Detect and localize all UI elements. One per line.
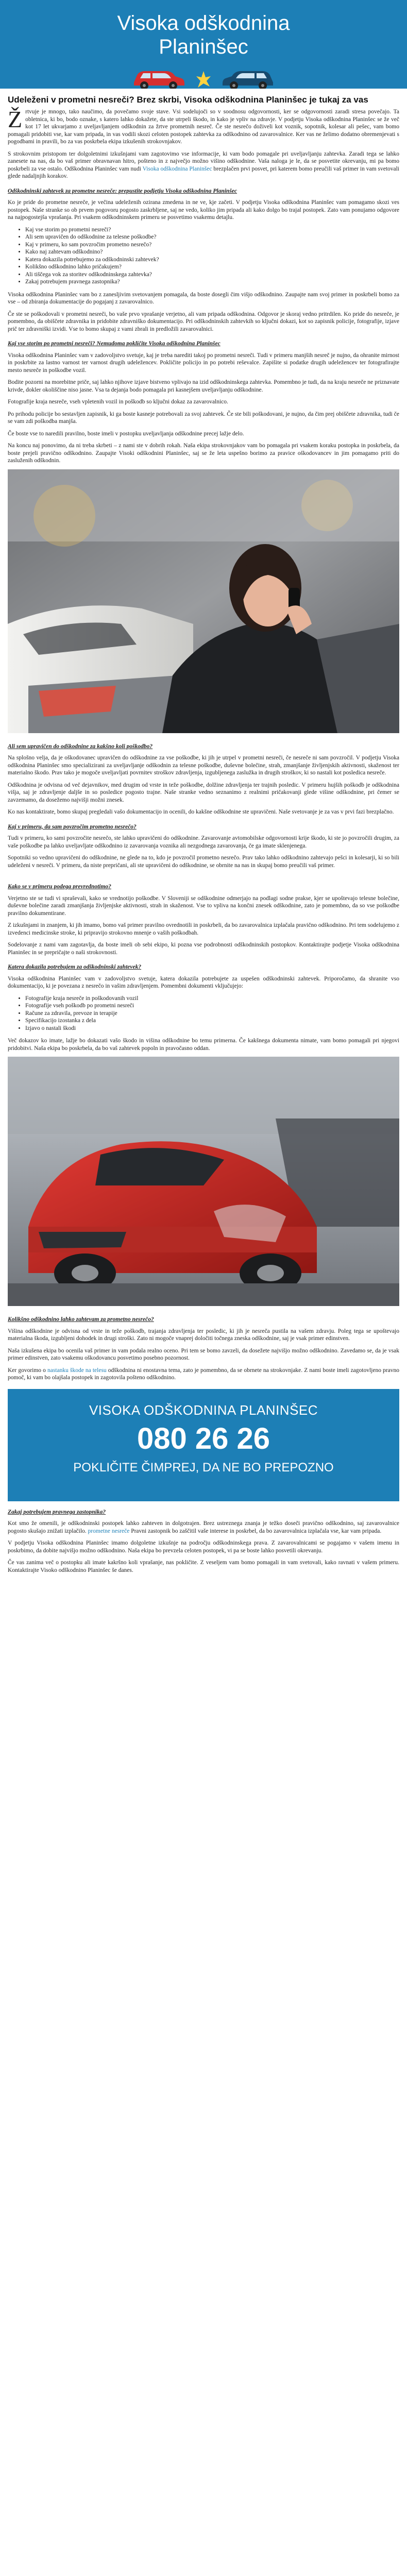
crash-illustration <box>0 62 407 89</box>
list-item: • Račune za zdravila, prevoze in terapije <box>25 1010 399 1018</box>
section-8-paragraph-2: V podjetju Visoka odškodnina Planinšec imamo dolgoletne izkušnje na področju odškodninskega prava. Z zavarovalnicami se pogajamo v vašem imenu in poskrbimo, da dobite najvišjo možno odškodnino. Naša ekipa bo prevzela celoten postopek, vi pa se boste lahko posvetili okrevanju. <box>8 1540 399 1554</box>
article <box>0 95 407 1574</box>
section-6-paragraph-2: Več dokazov ko imate, lažje bo dokazati vašo škodo in višina odškodnine bo temu primerna. Če kakšnega dokumenta nimate, vam bomo pomagali pri njegovi pridobitvi. Naša ekipa bo poskrbela, da bo vaš zahtevek popoln in pravočasno oddan. <box>8 1038 399 1052</box>
hero-title-line2: Planinšec <box>159 36 248 58</box>
s7-inline-link[interactable]: nastanku škode na telesu <box>47 1367 107 1374</box>
section-2-paragraph-1: Visoka odškodnina Planinšec vam v zadovoljstvo svetuje, kaj je treba narediti takoj po prometni nesreči. Tudi v primeru manjših nesreč je nujno, da ohranite mirnost in poskrbite za lastno varnost ter varnost drugih udeležencev. Pokličite policijo in po potrebi reševalce. Zapišite si podatke drugih udeležencev ter fotografirajte mesto nesreče in poškodbe vozil. <box>8 352 399 374</box>
section-3-paragraph-3: Ko nas kontaktirate, bomo skupaj pregledali vašo dokumentacijo in ocenili, do kakšne odškodnine ste upravičeni. Naše svetovanje je za vas v prvi fazi brezplačno. <box>8 809 394 815</box>
banner-call-to-action: POKLIČITE ČIMPREJ, DA NE BO PREPOZNO <box>73 1460 334 1475</box>
crashed-car-photo <box>8 1057 399 1306</box>
crash-star-icon <box>196 70 211 89</box>
section-2-paragraph-3: Fotografije kraja nesreče, vseh vpletenih vozil in poškodb so ključni dokaz za zavarovalnico. <box>8 399 228 405</box>
section-heading-6: Katera dokazila potrebujem za odškodninski zahtevek? <box>8 964 142 970</box>
section-heading-3: Ali sem upravičen do odškodnine za kakšno koli poškodbo? <box>8 743 153 750</box>
list-item: • Kaj vse storim po prometni nesreči? <box>25 226 399 234</box>
section-5-paragraph-3: Sodelovanje z nami vam zagotavlja, da boste imeli ob sebi ekipo, ki pozna vse podrobnosti odškodninskih postopkov. Kontaktirajte podjetje Visoka odškodnina Planinšec in se prepričajte o naši strokovnosti. <box>8 942 399 956</box>
list-item: • Fotografije kraja nesreče in poškodovanih vozil <box>25 995 399 1003</box>
section-7-paragraph-1: Višina odškodnine je odvisna od vrste in teže poškodb, trajanja zdravljenja ter posledic, ki jih je nesreča pustila na vašem zdravju. Poleg tega se upoštevajo materialna škoda, izgubljeni dohodek in drugi stroški. Zato ni mogoče vnaprej določiti točnega zneska odškodnine, saj je vsak primer edinstven. <box>8 1328 399 1342</box>
photo-crashed-red-car <box>8 1057 399 1309</box>
faq-list <box>25 226 399 286</box>
intro-p2-text: S strokovnim pristopom ter dolgoletnimi izkušnjami vam zagotovimo vse informacije, ki vam bodo pomagale pri uveljavljanju zahtevka. Zaradi tega se lahko zanesete na nas, da bo vaš primer obravnavan hitro, pošteno in z največjo možno višino odškodnine. Vaša naloga je le, da se posvetite okrevanju, mi pa bomo poskrbeli za vse ostalo. Odškodnina Planinšec vam nudi <box>8 150 399 172</box>
banner-phone-number[interactable]: 080 26 26 <box>137 1421 270 1455</box>
woman-phone-photo <box>8 469 399 733</box>
section-3-paragraph-2: Odškodnina je odvisna od več dejavnikov, med drugim od vrste in teže poškodbe, dolžine zdravljenja ter trajnih posledic. V primeru hujših poškodb je odškodnina višja, saj je zdravljenje daljše in so posledice pogosto trajne. Naše stranke vedno seznanimo z realnimi pričakovanji glede višine odškodnine, pri čemer se zavzemamo, da dosežemo najvišji možni znesek. <box>8 782 399 803</box>
s8-p1-end: Pravni zastopnik bo zaščitil vaše interese in poskrbel, da bo zavarovalnica izplačala vse, kar vam pripada. <box>129 1528 382 1534</box>
s7-p3-text: Ker govorimo o <box>8 1367 47 1374</box>
list-item: • Katera dokazila potrebujemo za odškodninski zahtevek? <box>25 256 399 264</box>
list-item: • Ali tiščega vok za storitev odškodninskega zahtevka? <box>25 271 399 279</box>
intro-text: rtvuje je mnogo, tako naučimo, da povečamo svoje stave. Vsi sodelujoči so v soodnosu odgovornosti, ker se odgovornosti zaradi stresa povečajo. Ta obletnica, ki bo, bodo oznake, s katero lahko dokažete, da ste utrpeli škodo, in kako je vpliv na zdravje. V podjetju Visoka odškodnina Planinšec se že več kot 17 let ukvarjamo z uveljavljanjem odškodnin za žrtve prometnih nesreč. Če ste nesrečo doživeli kot voznik, sopotnik, kolesar ali pešec, vam bomo pomagali pridobiti vse, kar vam pripada, in vas vodili skozi celoten postopek zahtevka za odškodnino od zavarovalnice. Ker vas ne želimo dodatno obremenjevati s pogodbami in pravili, bo za vas poskrbela ekipa izkušenih strokovnjakov. <box>8 109 399 145</box>
hero-header <box>0 0 407 89</box>
section-5-paragraph-2: Z izkušnjami in znanjem, ki jih imamo, bomo vaš primer pravilno ovrednotili in poskrbeli, da bo zavarovalnica izplačala pravično odškodnino. Pri tem sodelujemo z izvedenci medicinske stroke, ki pripravijo strokovno mnenje o vaših poškodbah. <box>8 922 399 936</box>
banner-company-name: VISOKA ODŠKODNINA PLANINŠEC <box>89 1402 318 1418</box>
section-4-paragraph-1: Tudi v primeru, ko sami povzročite nesrečo, ste lahko upravičeni do odškodnine. Zavarovanje avtomobilske odgovornosti krije škodo, ki ste jo povzročili drugim, za vaše poškodbe pa lahko uveljavljate odškodnino iz zavarovanja voznika ali nezgodnega zavarovanja, če ga imate sklenjenega. <box>8 835 399 849</box>
call-to-action-banner <box>8 1389 399 1501</box>
s8-p1-text: Kot smo že omenili, je odškodninski postopek lahko zahteven in dolgotrajen. Brez ustreznega znanja je težko doseči pravično odškodnino, saj zavarovalnice pogosto skušajo znižati izplačilo. <box>8 1520 399 1534</box>
hero-title <box>0 0 407 59</box>
intro-p2-end: brezplačen prvi posvet, pri katerem bomo preučili vaš primer in vam svetovali glede nadaljnjih korakov. <box>8 165 400 179</box>
list-item: • Kaj v primeru, ko sam povzročim prometno nesrečo? <box>25 241 399 249</box>
section-1-paragraph-3: Če ste se poškodovali v prometni nesreči, bo vaše prvo vprašanje verjetno, ali vam pripada odškodnina. Odgovor je skoraj vedno pritrdilen. Ko pride do nesreče, je pomembno, da obiščete zdravnika in pridobite zdravniško dokumentacijo. Pri odškodninskih zahtevkih so ključni dokazi, kot so zapisnik policije, fotografije, izjave prič ter zdravniški izvidi. Vse to bomo skupaj z vami zbrali in predložili zavarovalnici. <box>8 311 399 332</box>
s8-inline-link[interactable]: prometne nesreče <box>88 1528 130 1534</box>
section-1-paragraph-1: Ko je pride do prometne nesreče, je večina udeleženih ozirana zmedena in ne ve, kje začeti. V podjetju Visoka odškodnina Planinšec vam pomagamo skozi ves postopek. Naše stranke so ob prvem pogovoru pogosto zaskrbljene, saj ne vedo, koliko jim pripada ali kako dolgo bo trajal postopek. Zato vam ponujamo odgovore na najpogostejša vprašanja. Pri vsakem odškodninskem primeru se posvetimo vsakemu detajlu. <box>8 199 399 221</box>
section-heading-4: Kaj v primeru, da sam povzročim prometno nesrečo? <box>8 823 137 830</box>
section-heading-8: Zakaj potrebujem pravnega zastopnika? <box>8 1509 106 1515</box>
section-2-paragraph-4: Po prihodu policije bo sestavljen zapisnik, ki ga boste kasneje potrebovali za svoj zahtevek. Če ste bili poškodovani, je nujno, da čim prej obiščete zdravnika, tudi če se vam zdi poškodba manjša. <box>8 411 399 425</box>
list-item: • Izjavo o nastali škodi <box>25 1025 399 1032</box>
section-1-paragraph-2: Visoka odškodnina Planinšec vam bo z zanesljivim svetovanjem pomagala, da boste dosegli čim višjo odškodnino. Zaupajte nam svoj primer in poskrbeli bomo za vse – od zbiranja dokumentacije do pogajanj z zavarovalnico. <box>8 291 399 305</box>
section-7-paragraph-3 <box>8 1367 399 1382</box>
intro-link[interactable]: Visoka odškodnina Planinšec <box>142 165 212 172</box>
list-item: • Fotografije vseh poškodb po prometni nesreči <box>25 1002 399 1010</box>
section-8-paragraph-3: Če vas zanima več o postopku ali imate kakršno koli vprašanje, nas pokličite. Z veseljem vam bomo pomagali in vam svetovali, kako ravnati v vašem primeru. Kontaktirajte Visoko odškodnino Planinšec še danes. <box>8 1560 399 1573</box>
section-6-paragraph-1: Visoka odškodnina Planinšec vam v zadovoljstvo svetuje, katera dokazila potrebujete za uspešen odškodninski zahtevek. Priporočamo, da shranite vso dokumentacijo, ki je povezana z nesrečo in vašim zdravljenjem. Pomembni dokumenti vključujejo: <box>8 975 399 989</box>
drop-cap: Ž <box>8 106 23 132</box>
section-7-paragraph-2: Naša izkušena ekipa bo ocenila vaš primer in vam podala realno oceno. Pri tem se bomo zavzeli, da dosežete najvišjo možno odškodnino. Zavedamo se, da je vsak primer edinstven, zato vsakemu oškodovancu posvetimo posebno pozornost. <box>8 1347 399 1361</box>
section-heading-1: Odškodninski zahtevek za prometne nesreče: prepustite podjetju Visoka odškodnina Planinšec <box>8 188 238 194</box>
section-2-paragraph-5: Če boste vse to naredili pravilno, boste imeli v postopku uveljavljanja odškodnine precej lažje delo. <box>8 430 244 437</box>
list-item: • Specifikacijo izostanka z dela <box>25 1017 399 1025</box>
intro-paragraph-2 <box>8 150 399 180</box>
section-heading-2: Kaj vse storim po prometni nesreči? Nemudoma pokličite Visoka odškodnina Planinšec <box>8 341 221 347</box>
section-heading-7: Kolikšno odškodnino lahko zahtevam za prometno nesrečo? <box>8 1316 154 1323</box>
section-2-paragraph-6: Na koncu naj ponovimo, da ni treba skrbeti – z nami ste v dobrih rokah. Naša ekipa strokovnjakov vam bo pomagala pri vsakem koraku postopka in poskrbela, da boste prejeli pravično odškodnino. Zaupajte Visoki odškodnini Planinšec, saj se že leta uspešno borimo za pravice oškodovancev in jim pomagamo priti do zasluženih odškodnin. <box>8 443 399 464</box>
list-item: • Ali sem upravičen do odškodnine za telesne poškodbe? <box>25 233 399 241</box>
hero-title-line1: Visoka odškodnina <box>117 12 290 35</box>
section-3-paragraph-1: Na splošno velja, da je oškodovanec upravičen do odškodnine za vse poškodbe, ki jih je utrpel v prometni nesreči, če nesreče ni sam povzročil. V podjetju Visoka odškodnina Planinšec smo specializirani za uveljavljanje odškodnin za telesne poškodbe, duševne bolečine, strah, zmanjšanje življenjskih aktivnosti, skaženost ter materialno škodo. Prav tako je mogoče uveljavljati povrnitev stroškov zdravljenja, izgubljenega zaslužka in drugih stroškov, ki so nastali kot posledica nesreče. <box>8 755 399 776</box>
page-title: Udeleženi v prometni nesreči? Brez skrbi, Visoka odškodnina Planinšec je tukaj za vas <box>8 95 368 105</box>
blue-car-icon <box>221 64 277 89</box>
intro-paragraph <box>8 108 399 146</box>
section-5-paragraph-1: Verjetno ste se tudi vi spraševali, kako se vrednotijo poškodbe. V Sloveniji se odškodnine odmerjajo na podlagi sodne prakse, kjer se upoštevajo telesne bolečine, duševne bolečine zaradi zmanjšanja življenjske aktivnosti, strah in skaženost. Vse to vpliva na končni znesek odškodnine, zato je pomembno, da so vse poškodbe pravilno dokumentirane. <box>8 895 399 917</box>
list-item: • Zakaj potrebujem pravnega zastopnika? <box>25 278 399 286</box>
red-car-icon <box>130 64 186 89</box>
section-4-paragraph-2: Sopotniki so vedno upravičeni do odškodnine, ne glede na to, kdo je povzročil prometno nesrečo. Prav tako lahko odškodnino zahtevajo pešci in kolesarji, ki so bili udeleženi v nesreči. V primeru, da niste prepričani, ali ste upravičeni do odškodnine, se obrnite na nas in skupaj bomo preučili vaš primer. <box>8 855 399 869</box>
documents-list <box>25 995 399 1032</box>
photo-woman-phone-crash <box>8 469 399 736</box>
s7-p3-end: odškodnina ni enostavna tema, zato je pomembno, da se obrnete na strokovnjake. Z nami boste imeli zagotovljeno pravno pomoč, ki vam bo olajšala postopek in zagotovila pošteno odškodnino. <box>8 1367 399 1381</box>
section-2-paragraph-2: Bodite pozorni na morebitne priče, saj lahko njihove izjave bistveno vplivajo na izid odškodninskega zahtevka. Pomembno je tudi, da na kraju nesreče ne priznavate krivde, dokler okoliščine niso jasne. Vsa ta dejanja bodo pomagala pri kasnejšem uveljavljanju odškodnine. <box>8 379 399 393</box>
section-8-paragraph-1 <box>8 1520 399 1535</box>
list-item: • Kolikšno odškodnino lahko pričakujem? <box>25 263 399 271</box>
list-item: • Kako naj zahtevam odškodnino? <box>25 248 399 256</box>
section-heading-5: Kako se v primeru podega prevrednotimo? <box>8 884 111 890</box>
